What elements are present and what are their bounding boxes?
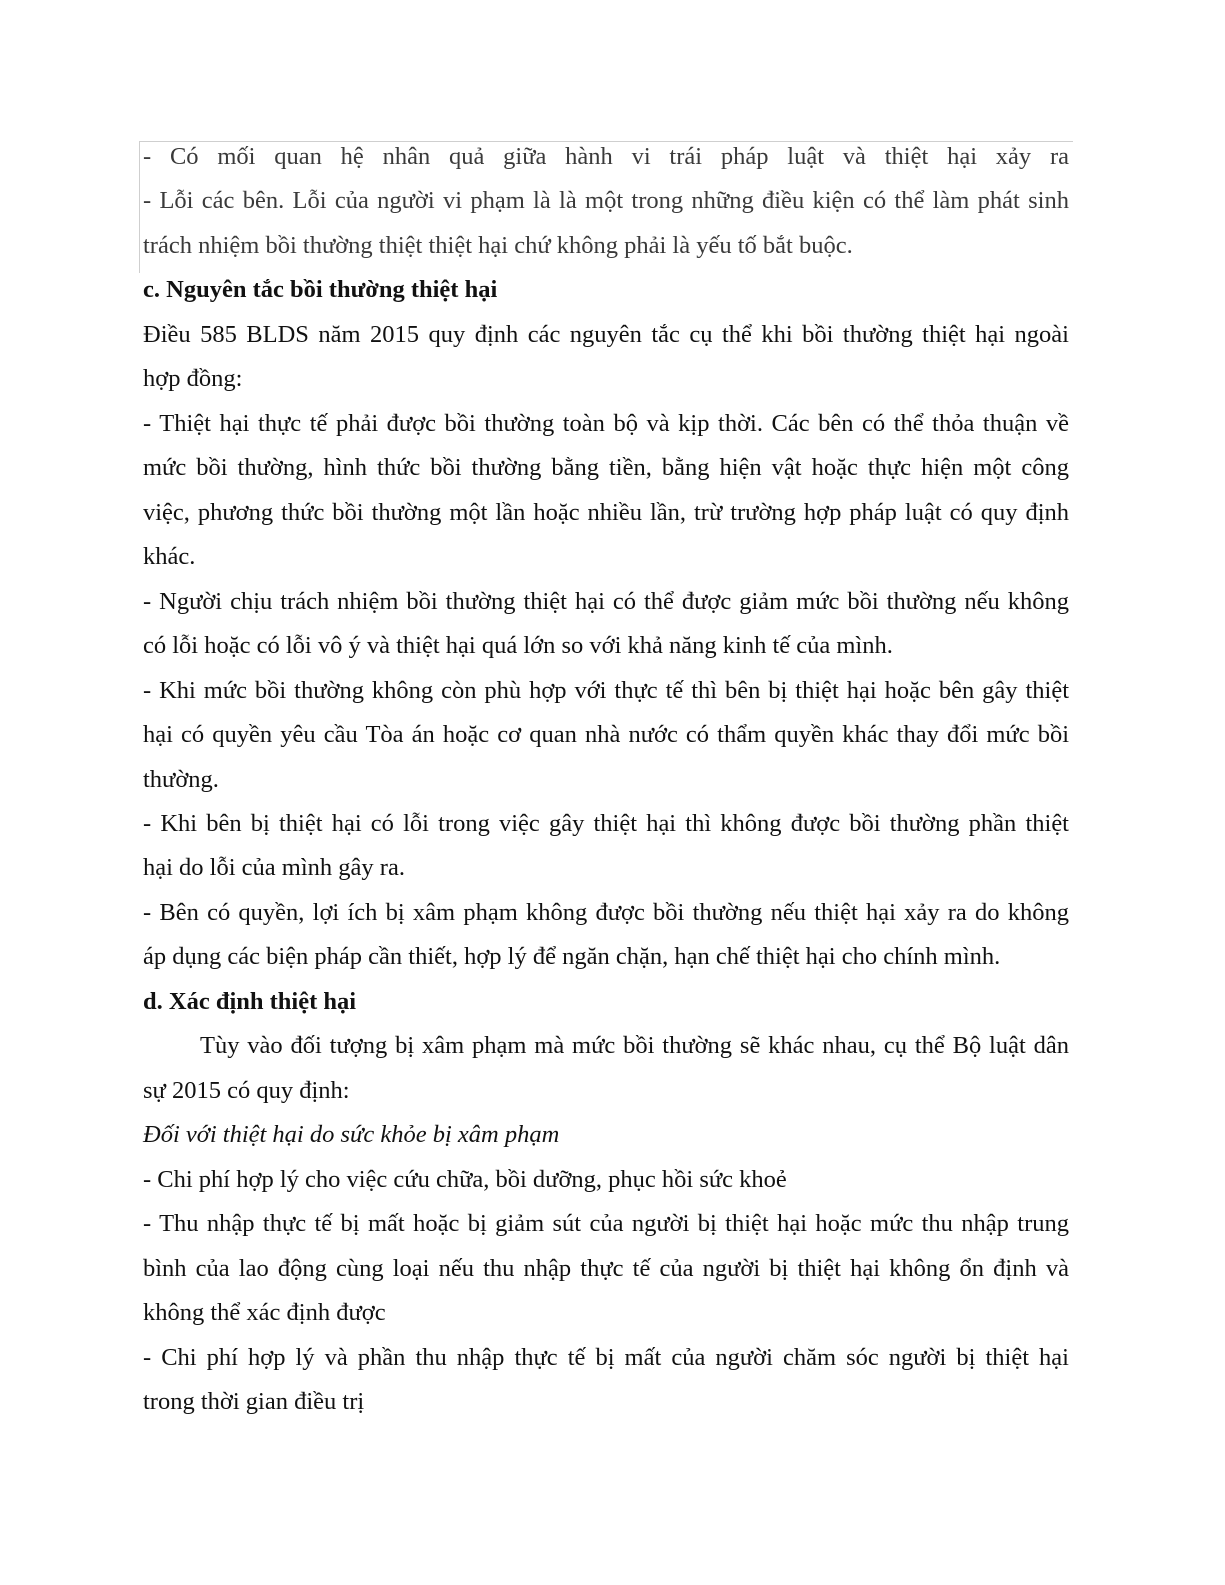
text-line: bình của lao động cùng loại nếu thu nhập thực tế của người bị thiệt hại không ổn định và [143, 1255, 1069, 1282]
text-line: - Thiệt hại thực tế phải được bồi thường toàn bộ và kịp thời. Các bên có thể thỏa thuận về [143, 410, 1069, 437]
text-line: - Lỗi các bên. Lỗi của người vi phạm là là một trong những điều kiện có thể làm phát sinh [143, 187, 1069, 214]
text-line: thường. [143, 766, 219, 793]
section-heading-c: c. Nguyên tắc bồi thường thiệt hại [143, 276, 498, 303]
text-line: việc, phương thức bồi thường một lần hoặc nhiều lần, trừ trường hợp pháp luật có quy định [143, 499, 1069, 526]
section-heading-d: d. Xác định thiệt hại [143, 988, 357, 1015]
text-line: - Có mối quan hệ nhân quả giữa hành vi trái pháp luật và thiệt hại xảy ra [143, 143, 1069, 170]
text-line: sự 2015 có quy định: [143, 1077, 350, 1104]
text-line: - Khi bên bị thiệt hại có lỗi trong việc gây thiệt hại thì không được bồi thường phần thiệt [143, 810, 1069, 837]
text-line: hợp đồng: [143, 365, 243, 392]
text-line: trong thời gian điều trị [143, 1388, 365, 1415]
text-line: - Thu nhập thực tế bị mất hoặc bị giảm sút của người bị thiệt hại hoặc mức thu nhập trung [143, 1210, 1069, 1237]
text-line: Điều 585 BLDS năm 2015 quy định các nguyên tắc cụ thể khi bồi thường thiệt hại ngoài [143, 321, 1069, 348]
text-line: hại có quyền yêu cầu Tòa án hoặc cơ quan nhà nước có thẩm quyền khác thay đổi mức bồi [143, 721, 1069, 748]
text-line: Tùy vào đối tượng bị xâm phạm mà mức bồi thường sẽ khác nhau, cụ thể Bộ luật dân [200, 1032, 1069, 1059]
text-line: mức bồi thường, hình thức bồi thường bằng tiền, bằng hiện vật hoặc thực hiện một công [143, 454, 1069, 481]
text-line: - Người chịu trách nhiệm bồi thường thiệt hại có thể được giảm mức bồi thường nếu không [143, 588, 1069, 615]
text-line: - Bên có quyền, lợi ích bị xâm phạm không được bồi thường nếu thiệt hại xảy ra do không [143, 899, 1069, 926]
text-line: - Chi phí hợp lý và phần thu nhập thực tế bị mất của người chăm sóc người bị thiệt hại [143, 1344, 1069, 1371]
text-line: hại do lỗi của mình gây ra. [143, 854, 405, 881]
text-line: có lỗi hoặc có lỗi vô ý và thiệt hại quá lớn so với khả năng kinh tế của mình. [143, 632, 893, 659]
text-line: không thể xác định được [143, 1299, 386, 1326]
text-line: trách nhiệm bồi thường thiệt thiệt hại chứ không phải là yếu tố bắt buộc. [143, 232, 853, 259]
text-line: khác. [143, 543, 196, 570]
text-line: - Khi mức bồi thường không còn phù hợp với thực tế thì bên bị thiệt hại hoặc bên gây thiệt [143, 677, 1069, 704]
subheading-health-damage: Đối với thiệt hại do sức khỏe bị xâm phạm [143, 1121, 560, 1148]
text-line: áp dụng các biện pháp cần thiết, hợp lý để ngăn chặn, hạn chế thiệt hại cho chính mình. [143, 943, 1001, 970]
text-line: - Chi phí hợp lý cho việc cứu chữa, bồi dưỡng, phục hồi sức khoẻ [143, 1166, 787, 1193]
